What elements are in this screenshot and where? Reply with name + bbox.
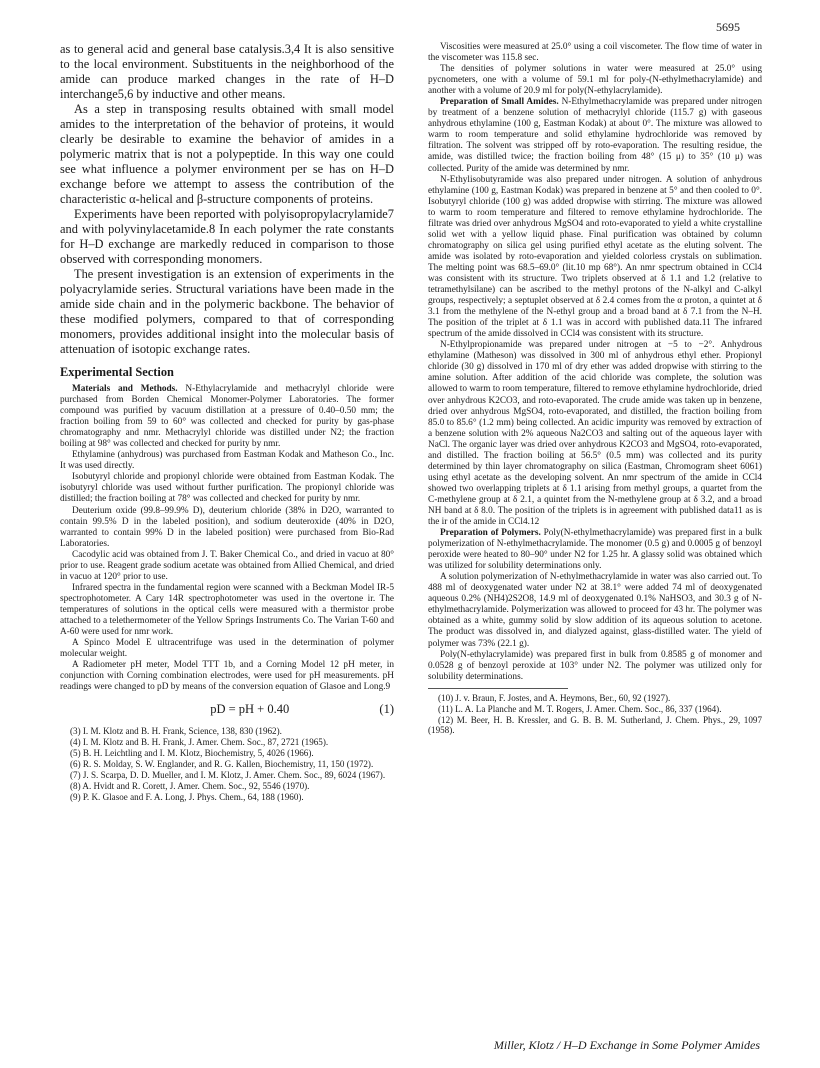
right-body bbox=[428, 42, 762, 683]
experimental-paragraph: A Spinco Model E ultracentrifuge was used in the determination of polymer molecular weight. bbox=[60, 638, 394, 660]
equation-1 bbox=[60, 702, 394, 717]
reference-item: (3) I. M. Klotz and B. H. Frank, Science, 138, 830 (1962). bbox=[70, 726, 282, 737]
experimental-paragraph: Deuterium oxide (99.8–99.9% D), deuterium chloride (38% in D2O, warranted to contain 99.5% D in the labeled position), and sodium deuteroxide (40% in D2O, warranted to contain 99% D in the labeled position) were purchased from Bio-Rad Laboratories. bbox=[60, 505, 394, 549]
equation-number: (1) bbox=[379, 702, 394, 717]
introduction bbox=[60, 42, 394, 357]
footnotes-right bbox=[428, 693, 762, 737]
experimental-paragraph: A Radiometer pH meter, Model TTT 1b, and a Corning Model 12 pH meter, in conjunction with Corning combination electrodes, were used for pH measurements. pH readings were changed to pD by means of the conversion equation of Glasoe and Long.9 bbox=[60, 660, 394, 693]
experimental-paragraph: Isobutyryl chloride and propionyl chloride were obtained from Eastman Kodak. The isobutyryl chloride was used without further purification. The propionyl chloride was distilled; the fraction boiling at 78° was collected and checked for purity by nmr. bbox=[60, 472, 394, 505]
body-paragraph: N-Ethylisobutyramide was also prepared under nitrogen. A solution of anhydrous ethylamine (100 g, Eastman Kodak) was prepared in benzene at 5° and then cooled to 0°. Isobutyryl chloride (100 g) was added dropwise with stirring. The mixture was allowed to warm to room temperature and filtered to remove ethylamine hydrochloride. The filtrate was dried over anhydrous MgSO4 and roto-evaporated to yield a white crystalline solid wet with a yellow liquid phase. Final purification was obtained by column chromatography on silica gel using purified ethyl acetate as the eluting solvent. The amide was isolated by roto-evaporation and yielded colorless crystals on sublimation. The melting point was 68.5–69.0° (lit.10 mp 68°). An nmr spectrum obtained in CCl4 was consistent with its structure. Two triplets observed at δ 1.1 and 1.2 (relative to tetramethylsilane) can be ascribed to the methyl protons of the N-alkyl and C-alkyl groups, respectively; a septuplet observed at δ 2.4 comes from the α proton, a quintet at δ 3.1 from the methylene of the N-ethyl group and a broad band at δ 7.1 from the N–H. The position of the triplet at δ 1.1 was in accord with published data.11 The infrared spectrum of the amide dissolved in CCl4 was consistent with its structure. bbox=[428, 174, 762, 340]
right-column bbox=[428, 42, 762, 736]
materials-text: N-Ethylacrylamide and methacrylyl chloride were purchased from Borden Chemical Monomer-Polymer Laboratories. The former compound was purified by vacuum distillation at a pressure of 0.40–0.50 mm; the fraction boiling from 59 to 60° was collected and checked for purity by gas-phase chromatography and nmr. Methacrylyl chloride was distilled under N2; the fraction boiling at 98° was collected and checked for purity by nmr. bbox=[60, 384, 394, 450]
reference-item: (5) B. H. Leichtling and I. M. Klotz, Biochemistry, 5, 4026 (1966). bbox=[70, 748, 314, 759]
body-paragraph: Poly(N-ethylacrylamide) was prepared first in bulk from 0.8585 g of monomer and 0.0528 g of benzoyl peroxide at 103° under N2. The polymer was utilized only for solubility determinations. bbox=[428, 649, 762, 682]
polymers-paragraph bbox=[428, 528, 762, 572]
intro-paragraph: The present investigation is an extension of experiments in the polyacrylamide series. Structural variations have been made in the amide side chain and in the polymeric backbone. The behavior of these modified polymers, compared to that of corresponding monomers, provides additional insight into the molecular basis of attenuation of isotopic exchange rates. bbox=[60, 267, 394, 356]
experimental-paragraph: Ethylamine (anhydrous) was purchased from Eastman Kodak and Matheson Co., Inc. It was used directly. bbox=[60, 450, 394, 472]
reference-item: (11) L. A. La Planche and M. T. Rogers, J. Amer. Chem. Soc., 86, 337 (1964). bbox=[438, 703, 722, 714]
intro-paragraph: as to general acid and general base catalysis.3,4 It is also sensitive to the local environment. Substituents in the neighborhood of the amide can produce marked changes in the rate of H–D interchange5,6 by inductive and other means. bbox=[60, 42, 394, 101]
small-amides-paragraph bbox=[428, 97, 762, 174]
materials-label: Materials and Methods. bbox=[72, 384, 178, 394]
left-column bbox=[60, 42, 394, 803]
reference-item: (4) I. M. Klotz and B. H. Frank, J. Amer. Chem. Soc., 87, 2721 (1965). bbox=[70, 737, 329, 748]
footnote-rule bbox=[428, 688, 568, 689]
reference-item: (12) M. Beer, H. B. Kressler, and G. B. B. M. Sutherland, J. Chem. Phys., 29, 1097 (1958). bbox=[428, 714, 762, 736]
intro-paragraph: Experiments have been reported with polyisopropylacrylamide7 and with polyvinylacetamide.8 In each polymer the rate constants for H–D exchange are markedly reduced in comparison to those observed with corresponding monomers. bbox=[60, 207, 394, 266]
running-footer: Miller, Klotz / H–D Exchange in Some Polymer Amides bbox=[493, 1038, 760, 1052]
body-paragraph: The densities of polymer solutions in water were measured at 25.0° using pycnometers, one with a volume of 59.1 ml for poly-(N-ethylmethacrylamide) and another with a volume of 20.9 ml for poly(N-ethylacrylamide). bbox=[428, 64, 762, 97]
materials-paragraph bbox=[60, 384, 394, 450]
footnotes-left bbox=[60, 726, 394, 802]
experimental-paragraph: Infrared spectra in the fundamental region were scanned with a Beckman Model IR-5 spectrophotometer. A Cary 14R spectrophotometer was used in the overtone ir. The temperatures of solutions in the optical cells were measured with a thermistor probe attached to a telethermometer of the Yellow Springs Instruments Co. The Varian T-60 and A-60 were used for nmr work. bbox=[60, 582, 394, 638]
body-paragraph: A solution polymerization of N-ethylmethacrylamide in water was also carried out. To 488 ml of deoxygenated water under N2 at 38.1° were added 74 ml of deoxygenated aqueous 0.2% (NH4)2S2O8, 14.9 ml of deoxygenated 0.1% NaHSO3, and 30.3 g of N-ethylmethacrylamide. Polymerization was allowed to proceed for 43 hr. The polymer was obtained as a white, gummy solid by slow addition of its aqueous solution to acetone. The product was dissolved in, and dialyzed against, glass-distilled water. The yield of polymer was 73% (22.1 g). bbox=[428, 572, 762, 649]
intro-paragraph: As a step in transposing results obtained with small model amides to the interpretation of the behavior of proteins, it would clearly be desirable to examine the behavior of amides in a polymeric matrix that is not a polypeptide. In this way one could see what influence a polymer environment per se has on H–D exchange before we attempt to assess the contribution of the characteristic α-helical and β-structure components of proteins. bbox=[60, 102, 394, 206]
reference-item: (7) J. S. Scarpa, D. D. Mueller, and I. M. Klotz, J. Amer. Chem. Soc., 89, 6024 (1967). bbox=[70, 769, 386, 780]
small-amides-label: Preparation of Small Amides. bbox=[440, 97, 559, 108]
page-number: 5695 bbox=[716, 20, 740, 34]
reference-item: (8) A. Hvidt and R. Corett, J. Amer. Chem. Soc., 92, 5546 (1970). bbox=[70, 780, 310, 791]
body-paragraph: Viscosities were measured at 25.0° using a coil viscometer. The flow time of water in the viscometer was 115.8 sec. bbox=[428, 42, 762, 64]
experimental-section bbox=[60, 384, 394, 693]
polymers-text: Poly(N-ethylmethacrylamide) was prepared first in a bulk polymerization of N-ethylmethacrylamide. The monomer (0.5 g) and 0.0005 g of benzoyl peroxide were heated to 80–90° under N2 for 1.25 hr. A glassy solid was obtained which was utilized for solubility determinations only. bbox=[428, 528, 762, 572]
equation-text: pD = pH + 0.40 bbox=[210, 702, 290, 717]
section-heading: Experimental Section bbox=[60, 365, 174, 379]
small-amides-text: N-Ethylmethacrylamide was prepared under nitrogen by treatment of a benzene solution of methacrylyl chloride (115.7 g) with gaseous anhydrous ethylamine (100 g, Eastman Kodak) at about 0°. The mixture was allowed to warm to room temperature and solid ethylamine hydrochloride was removed by filtration. The solvent was stripped off by roto-evaporation. The resulting residue, the amide, was distilled twice; the fraction boiling from 48° (15 μ) to 35° (10 μ) was collected. Purity of the amide was determined by nmr. bbox=[428, 97, 762, 174]
reference-item: (9) P. K. Glasoe and F. A. Long, J. Phys. Chem., 64, 188 (1960). bbox=[70, 791, 304, 802]
body-paragraph: N-Ethylpropionamide was prepared under nitrogen at −5 to −2°. Anhydrous ethylamine (Matheson) was dissolved in 300 ml of anhydrous ethyl ether. Propionyl chloride (30 g) dissolved in 170 ml of dry ether was added dropwise with stirring to the amine solution. After addition of the acid chloride was complete, the solution was allowed to warm to room temperature, filtered to remove ethylamine hydrochloride, dried over anhydrous K2CO3, and roto-evaporated. The crude amide was taken up in benzene, dried over anhydrous MgSO4, roto-evaporated, and distilled, the fraction boiling from 85.0 to 85.6° (1.2 mm) being collected. An acidic impurity was removed by extraction of a benzene solution with 2% aqueous Na2CO3 and salting out of the aqueous layer with NaCl. The organic layer was dried over anhydrous K2CO3 and MgSO4, roto-evaporated, and distilled. The fraction boiling at 56.5° (0.5 mm) was collected and its purity determined by thin layer chromatography on silica (Eastman, Chromogram sheet 6061) using ethyl acetate as the developing solvent. An nmr spectrum of the amide in CCl4 showed two overlapping triplets at δ 1.1 arising from methyl groups, a quartet from the C-methylene group at δ 2.1, a quintet from the N-methylene group at δ 3.2, and a broad NH band at δ 8.0. The position of the triplets is in agreement with published data11 as is the ir of the amide in CCl4.12 bbox=[428, 340, 762, 528]
experimental-paragraph: Cacodylic acid was obtained from J. T. Baker Chemical Co., and dried in vacuo at 80° prior to use. Reagent grade sodium acetate was obtained from Allied Chemical, and dried in vacuo at 120° prior to use. bbox=[60, 549, 394, 582]
reference-item: (10) J. v. Braun, F. Jostes, and A. Heymons, Ber., 60, 92 (1927). bbox=[438, 692, 671, 703]
polymers-label: Preparation of Polymers. bbox=[440, 528, 541, 539]
reference-item: (6) R. S. Molday, S. W. Englander, and R. G. Kallen, Biochemistry, 11, 150 (1972). bbox=[70, 759, 374, 770]
